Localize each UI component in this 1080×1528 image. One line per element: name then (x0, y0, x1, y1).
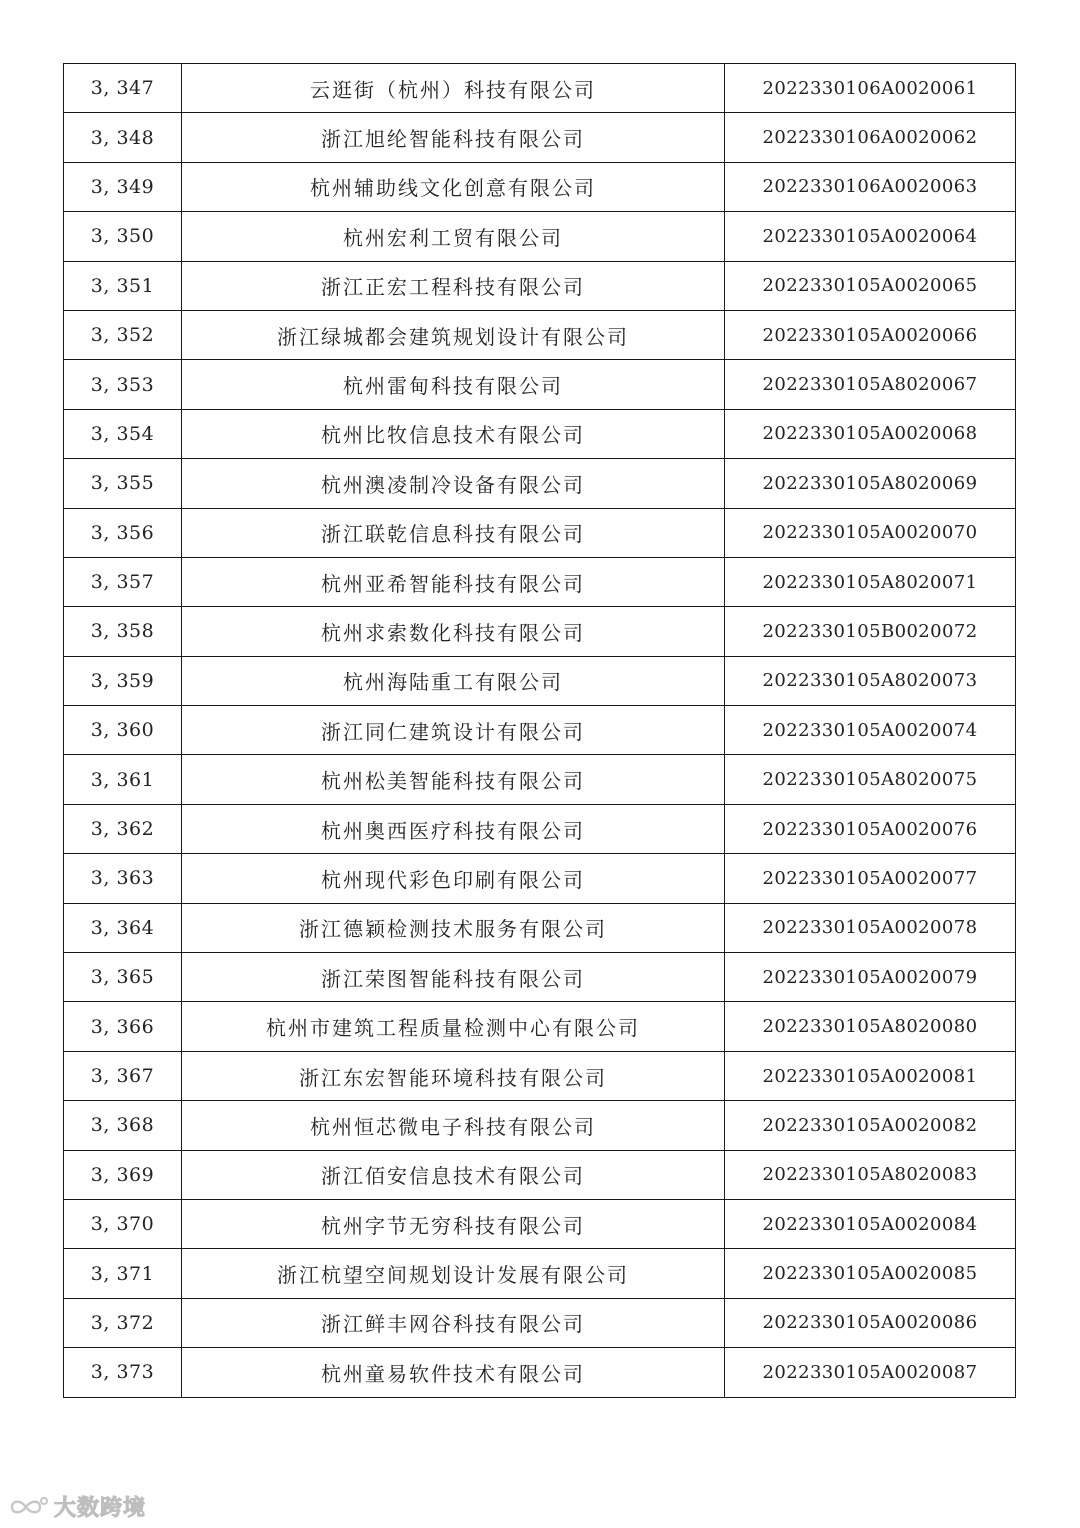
company-name-cell: 云逛街（杭州）科技有限公司 (182, 64, 725, 113)
table-row (64, 508, 1016, 557)
registration-code-cell: 2022330105A8020075 (725, 755, 1016, 804)
registration-code-cell: 2022330105A8020071 (725, 557, 1016, 606)
company-name-cell: 浙江旭纶智能科技有限公司 (182, 113, 725, 162)
registration-code-cell: 2022330105A0020068 (725, 409, 1016, 458)
table-row (64, 854, 1016, 903)
registration-code-cell: 2022330105A0020084 (725, 1199, 1016, 1248)
company-name-cell: 杭州奥西医疗科技有限公司 (182, 804, 725, 853)
company-name-cell: 浙江绿城都会建筑规划设计有限公司 (182, 310, 725, 359)
row-index-cell: 3, 372 (64, 1298, 182, 1347)
row-index-cell: 3, 365 (64, 953, 182, 1002)
registration-code-cell: 2022330105A0020065 (725, 261, 1016, 310)
table-row (64, 409, 1016, 458)
company-name-cell: 杭州求索数化科技有限公司 (182, 607, 725, 656)
row-index-cell: 3, 359 (64, 656, 182, 705)
table-row (64, 804, 1016, 853)
row-index-cell: 3, 358 (64, 607, 182, 656)
table-row (64, 1249, 1016, 1298)
row-index-cell: 3, 356 (64, 508, 182, 557)
row-index-cell: 3, 363 (64, 854, 182, 903)
table-row (64, 459, 1016, 508)
table-row (64, 1199, 1016, 1248)
company-name-cell: 浙江杭望空间规划设计发展有限公司 (182, 1249, 725, 1298)
registration-code-cell: 2022330105A0020077 (725, 854, 1016, 903)
row-index-cell: 3, 370 (64, 1199, 182, 1248)
company-name-cell: 浙江鲜丰网谷科技有限公司 (182, 1298, 725, 1347)
table-row (64, 360, 1016, 409)
company-name-cell: 杭州亚希智能科技有限公司 (182, 557, 725, 606)
row-index-cell: 3, 368 (64, 1101, 182, 1150)
row-index-cell: 3, 354 (64, 409, 182, 458)
table-row (64, 310, 1016, 359)
table-row (64, 755, 1016, 804)
company-name-cell: 浙江同仁建筑设计有限公司 (182, 706, 725, 755)
table-row (64, 1348, 1016, 1397)
registration-code-cell: 2022330105A0020066 (725, 310, 1016, 359)
row-index-cell: 3, 369 (64, 1150, 182, 1199)
company-name-cell: 杭州字节无穷科技有限公司 (182, 1199, 725, 1248)
table-row (64, 212, 1016, 261)
company-name-cell: 杭州雷甸科技有限公司 (182, 360, 725, 409)
registration-code-cell: 2022330105A0020085 (725, 1249, 1016, 1298)
company-name-cell: 杭州宏利工贸有限公司 (182, 212, 725, 261)
row-index-cell: 3, 361 (64, 755, 182, 804)
table-row (64, 1002, 1016, 1051)
registration-code-cell: 2022330105A0020082 (725, 1101, 1016, 1150)
row-index-cell: 3, 355 (64, 459, 182, 508)
registration-code-cell: 2022330105A0020081 (725, 1051, 1016, 1100)
company-name-cell: 杭州恒芯微电子科技有限公司 (182, 1101, 725, 1150)
registration-code-cell: 2022330105A8020073 (725, 656, 1016, 705)
company-name-cell: 浙江正宏工程科技有限公司 (182, 261, 725, 310)
company-name-cell: 杭州澳凌制冷设备有限公司 (182, 459, 725, 508)
company-list-table (63, 63, 1016, 1398)
registration-code-cell: 2022330105A8020067 (725, 360, 1016, 409)
table-row (64, 1101, 1016, 1150)
company-name-cell: 杭州比牧信息技术有限公司 (182, 409, 725, 458)
row-index-cell: 3, 366 (64, 1002, 182, 1051)
table-row (64, 607, 1016, 656)
registration-code-cell: 2022330105A0020070 (725, 508, 1016, 557)
row-index-cell: 3, 348 (64, 113, 182, 162)
watermark (6, 1491, 146, 1522)
registration-code-cell: 2022330105A0020074 (725, 706, 1016, 755)
company-name-cell: 杭州辅助线文化创意有限公司 (182, 162, 725, 211)
registration-code-cell: 2022330106A0020063 (725, 162, 1016, 211)
company-name-cell: 杭州市建筑工程质量检测中心有限公司 (182, 1002, 725, 1051)
table-row (64, 557, 1016, 606)
table-row (64, 656, 1016, 705)
company-name-cell: 浙江联乾信息科技有限公司 (182, 508, 725, 557)
row-index-cell: 3, 362 (64, 804, 182, 853)
registration-code-cell: 2022330105B0020072 (725, 607, 1016, 656)
table-body (64, 64, 1016, 1398)
row-index-cell: 3, 352 (64, 310, 182, 359)
row-index-cell: 3, 353 (64, 360, 182, 409)
registration-code-cell: 2022330105A0020076 (725, 804, 1016, 853)
row-index-cell: 3, 371 (64, 1249, 182, 1298)
company-name-cell: 浙江佰安信息技术有限公司 (182, 1150, 725, 1199)
row-index-cell: 3, 367 (64, 1051, 182, 1100)
table-row (64, 1150, 1016, 1199)
registration-code-cell: 2022330105A0020079 (725, 953, 1016, 1002)
row-index-cell: 3, 351 (64, 261, 182, 310)
table-row (64, 1298, 1016, 1347)
company-name-cell: 浙江德颖检测技术服务有限公司 (182, 903, 725, 952)
row-index-cell: 3, 349 (64, 162, 182, 211)
registration-code-cell: 2022330106A0020061 (725, 64, 1016, 113)
company-name-cell: 浙江东宏智能环境科技有限公司 (182, 1051, 725, 1100)
row-index-cell: 3, 347 (64, 64, 182, 113)
row-index-cell: 3, 350 (64, 212, 182, 261)
registration-code-cell: 2022330105A8020080 (725, 1002, 1016, 1051)
row-index-cell: 3, 364 (64, 903, 182, 952)
row-index-cell: 3, 357 (64, 557, 182, 606)
registration-code-cell: 2022330106A0020062 (725, 113, 1016, 162)
company-name-cell: 杭州现代彩色印刷有限公司 (182, 854, 725, 903)
table-row (64, 113, 1016, 162)
infinity-link-icon (6, 1492, 50, 1522)
registration-code-cell: 2022330105A0020087 (725, 1348, 1016, 1397)
row-index-cell: 3, 373 (64, 1348, 182, 1397)
registration-code-cell: 2022330105A8020083 (725, 1150, 1016, 1199)
registration-code-cell: 2022330105A0020064 (725, 212, 1016, 261)
table-row (64, 706, 1016, 755)
watermark-text: 大数跨境 (54, 1496, 147, 1521)
row-index-cell: 3, 360 (64, 706, 182, 755)
company-name-cell: 杭州松美智能科技有限公司 (182, 755, 725, 804)
table-row (64, 64, 1016, 113)
table-row (64, 903, 1016, 952)
table-row (64, 1051, 1016, 1100)
table-row (64, 162, 1016, 211)
registration-code-cell: 2022330105A0020086 (725, 1298, 1016, 1347)
table-row (64, 953, 1016, 1002)
registration-code-cell: 2022330105A8020069 (725, 459, 1016, 508)
company-name-cell: 杭州童易软件技术有限公司 (182, 1348, 725, 1397)
registration-code-cell: 2022330105A0020078 (725, 903, 1016, 952)
company-name-cell: 杭州海陆重工有限公司 (182, 656, 725, 705)
table-row (64, 261, 1016, 310)
company-name-cell: 浙江荣图智能科技有限公司 (182, 953, 725, 1002)
